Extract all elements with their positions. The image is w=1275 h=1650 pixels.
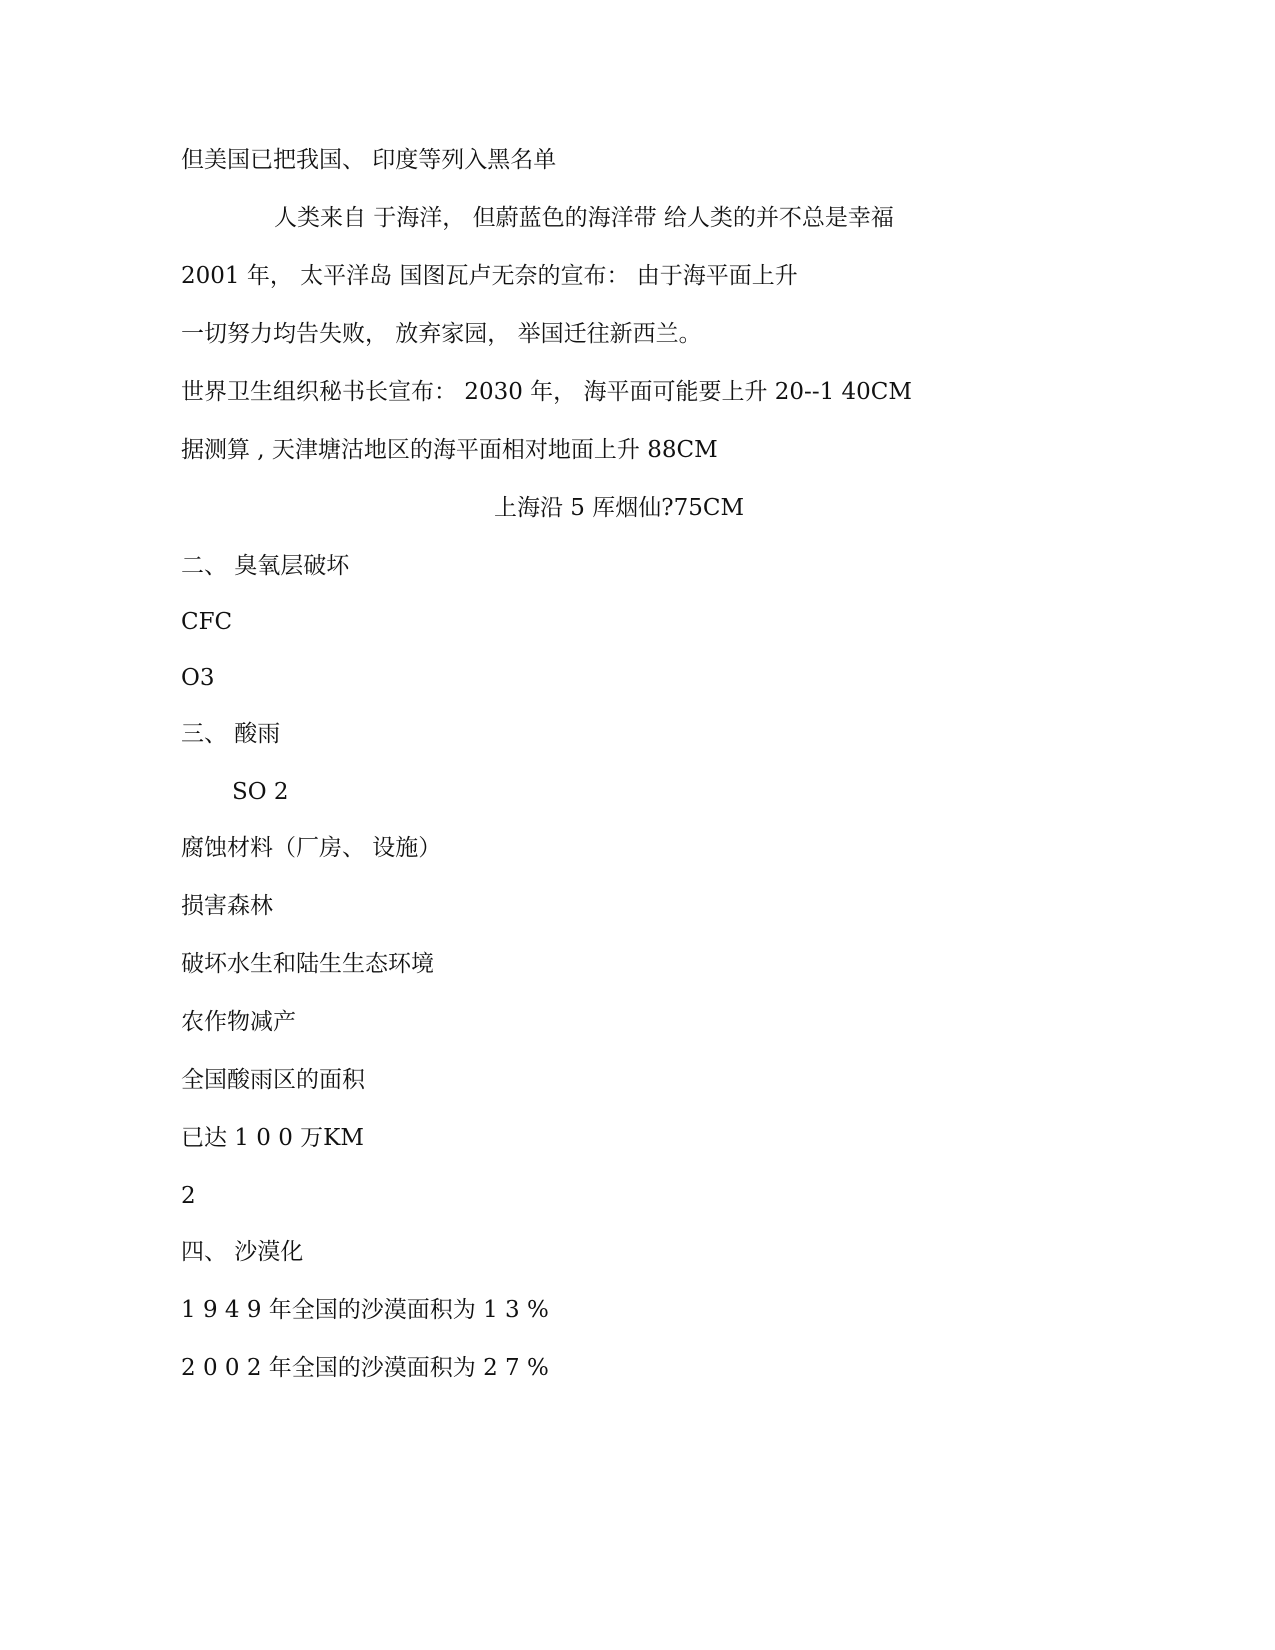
text-line: 腐蚀材料（厂房、 设施） [181, 835, 442, 861]
text-line: 世界卫生组织秘书长宣布： 2030 年， 海平面可能要上升 20--1 40CM [181, 379, 912, 405]
text-line: O3 [181, 665, 215, 691]
text-line: 损害森林 [181, 893, 273, 919]
text-line: 人类来自 于海洋， 但蔚蓝色的海洋带 给人类的并不总是幸福 [274, 205, 894, 231]
text-line: 全国酸雨区的面积 [181, 1067, 365, 1093]
text-line: 2 [181, 1183, 196, 1209]
section-heading: 三、 酸雨 [181, 721, 281, 747]
text-line: 农作物减产 [181, 1009, 296, 1035]
section-heading: 二、 臭氧层破坏 [181, 553, 350, 579]
text-line: 2001 年， 太平洋岛 国图瓦卢无奈的宣布： 由于海平面上升 [181, 263, 798, 289]
section-heading: 四、 沙漠化 [181, 1239, 304, 1265]
text-line: CFC [181, 609, 233, 635]
text-line: 2 0 0 2 年全国的沙漠面积为 2 7 % [181, 1355, 549, 1381]
text-line: 已达 1 0 0 万KM [181, 1125, 364, 1151]
text-line: 但美国已把我国、 印度等列入黑名单 [181, 147, 557, 173]
text-line: 上海沿 5 厍烟仙?75CM [494, 495, 745, 521]
text-line: 1 9 4 9 年全国的沙漠面积为 1 3 % [181, 1297, 549, 1323]
text-line: 据测算 , 天津塘沽地区的海平面相对地面上升 88CM [181, 437, 718, 463]
text-line: 破坏水生和陆生生态环境 [181, 951, 434, 977]
text-line: SO 2 [232, 779, 289, 805]
text-line: 一切努力均告失败， 放弃家园， 举国迁往新西兰。 [181, 321, 702, 347]
